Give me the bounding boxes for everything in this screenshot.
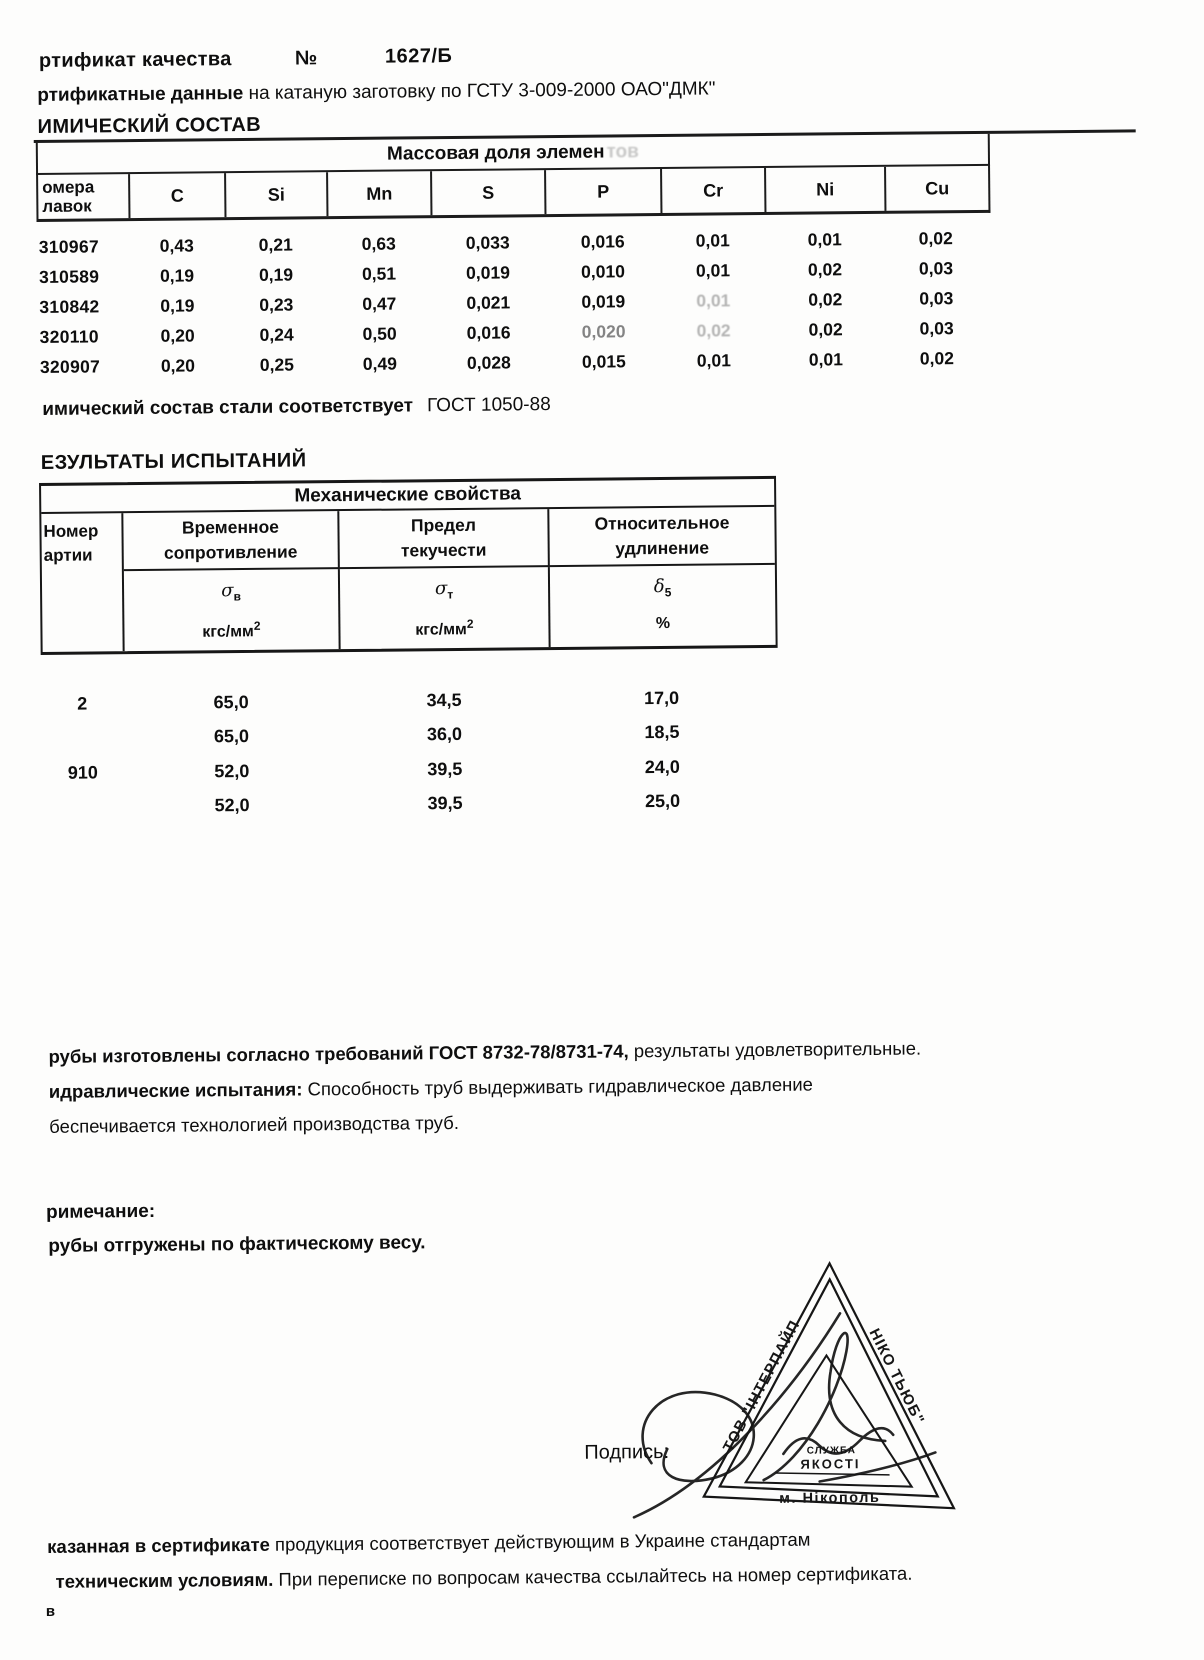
tubes-conformity-paragraph (48, 1035, 1178, 1068)
chem-cell: 0,19 (159, 264, 195, 286)
gost-reference: ГОСТ 1050-88 (426, 394, 551, 417)
mech-cell: 17,0 (643, 687, 680, 708)
column-header-Ni: Ni (766, 167, 886, 212)
elong-line1: Относительное (594, 512, 730, 534)
company-stamp (621, 1241, 1054, 1535)
chemical-composition-heading: ИМИЧЕСКИЙ СОСТАВ (37, 113, 262, 138)
tensile-symbol-unit (124, 569, 341, 651)
mech-cell: 36,0 (426, 724, 463, 745)
stamp-company-right: НІКО ТЬЮБ" (865, 1325, 928, 1428)
chem-cell: 0,02 (919, 347, 954, 369)
footer2-rest: При переписке по вопросам качества ссылайтесь на номер сертификата. (273, 1562, 913, 1590)
delta-symbol: δ (653, 575, 665, 598)
mech-cell: 34,5 (426, 689, 462, 711)
column-header-Mn: Mn (328, 171, 432, 216)
chem-cell: 0,015 (581, 350, 626, 372)
chem-cell: 0,03 (918, 257, 954, 279)
chem-cell: 0,01 (808, 348, 844, 370)
chem-cell: 0,20 (160, 324, 195, 346)
sigma-sub: в (233, 589, 242, 604)
mech-cell: 18,5 (644, 722, 680, 743)
chem-cell: 0,019 (581, 290, 626, 312)
chem-cell: 0,016 (580, 230, 625, 252)
p1-bold: рубы изготовлены согласно требований ГОСТ 8732-78/8731-74, (48, 1040, 629, 1067)
p1-rest: результаты удовлетворительные. (628, 1037, 922, 1062)
chem-cell: 0,02 (808, 318, 843, 340)
note-title: римечание: (45, 1200, 156, 1223)
chem-cell: 0,01 (696, 349, 732, 371)
signature-label: Подпись: (584, 1440, 670, 1464)
mech-cell: 65,0 (213, 726, 250, 747)
mech-cell: 24,0 (644, 756, 680, 777)
table-row (42, 783, 775, 825)
yield-unit: кгс/$мм^2$ (415, 617, 474, 640)
subtitle-rest: на катаную заготовку по ГСТУ 3-009-2000 ОАО"ДМК" (243, 78, 716, 104)
column-header-S: S (432, 170, 546, 215)
elong-line2: удлинение (615, 537, 710, 559)
mech-cell: 25,0 (644, 791, 681, 812)
chem-cell: 0,20 (160, 354, 196, 376)
batch-number: 2 (77, 693, 88, 714)
chem-cell: 0,43 (159, 234, 194, 256)
tensile-strength-header (123, 511, 340, 571)
chem-cell-faded: 0,020 (581, 320, 626, 342)
chem-cell: 0,19 (160, 294, 195, 316)
chem-cell: 0,24 (259, 324, 294, 345)
chem-cell: 0,49 (362, 353, 398, 374)
stamp-company-left: ТОВ "ІНТЕРПАЙП (719, 1317, 804, 1455)
mech-cell: 39,5 (427, 758, 463, 780)
chem-cell: 0,019 (466, 261, 511, 283)
heat-header-line2: лавок (42, 196, 92, 216)
chem-cell: 0,02 (807, 258, 843, 280)
mech-cell: 52,0 (214, 795, 250, 816)
delta-sub: 5 (664, 585, 672, 600)
chem-cell: 0,02 (808, 288, 843, 310)
chem-cell: 0,19 (258, 264, 294, 285)
column-header-Cr: Cr (662, 168, 766, 213)
chem-cell: 0,02 (918, 227, 953, 249)
chem-cell: 0,47 (362, 293, 397, 314)
mech-cell: 39,5 (427, 793, 463, 814)
batch-number: 910 (67, 762, 98, 783)
chem-cell: 0,63 (361, 233, 396, 254)
yield-line2: текучести (400, 539, 487, 561)
chem-cell: 0,51 (361, 263, 397, 284)
chem-cell-faded: 0,02 (696, 319, 731, 341)
stamp-graphic (621, 1241, 1054, 1535)
chem-cell: 0,021 (466, 291, 511, 313)
certificate-number: 1627/Б (384, 44, 453, 68)
number-sign: № (294, 47, 318, 70)
tensile-line1: Временное (181, 516, 280, 538)
chem-conformity-note (42, 394, 551, 421)
footer-mark: в (45, 1602, 56, 1620)
certificate-subtitle (37, 78, 715, 107)
heat-number: 320110 (39, 325, 99, 347)
chem-cell: 0,033 (465, 231, 510, 253)
p2-bold: идравлические испытания: (48, 1078, 303, 1102)
footer2-bold: техническим условиям. (55, 1568, 274, 1592)
chem-cell: 0,25 (259, 354, 295, 375)
batch-number-header (41, 513, 124, 652)
yield-strength-header (339, 509, 550, 569)
mech-table-title: Механические свойства (41, 479, 774, 514)
tensile-line2: сопротивление (163, 541, 298, 563)
heat-header-line1: омера (42, 177, 95, 197)
heat-number: 310842 (39, 295, 100, 317)
column-header-P: P (546, 169, 662, 214)
sigma-symbol: σ (434, 578, 448, 600)
chem-cell: 0,03 (919, 317, 954, 339)
mech-table-body (41, 680, 775, 825)
chem-cell: 0,01 (695, 259, 731, 281)
stamp-service-line1: СЛУЖБА (806, 1445, 857, 1457)
p2-rest: Способность труб выдерживать гидравлическое давление (302, 1073, 813, 1100)
mass-fraction-label-faded: тов (606, 141, 639, 163)
chem-cell-faded: 0,01 (696, 289, 731, 311)
chem-header-row (36, 166, 990, 222)
chem-cell: 0,50 (362, 323, 397, 344)
elongation-symbol-unit (550, 565, 776, 647)
chem-table-body (37, 223, 988, 382)
chem-cell: 0,23 (259, 294, 294, 315)
column-header-Si: Si (226, 172, 328, 217)
chem-cell: 0,010 (581, 260, 626, 282)
heat-numbers-header (38, 174, 130, 219)
elongation-unit: % (655, 615, 671, 633)
chem-cell: 0,01 (695, 229, 730, 251)
batch-number (41, 721, 123, 756)
mech-cell: 52,0 (214, 760, 250, 782)
stamp-service-line2: ЯКОСТІ (800, 1456, 861, 1472)
mass-fraction-label: Массовая доля элемен (386, 141, 605, 165)
sigma-sub: т (447, 587, 454, 602)
heat-number: 310967 (38, 235, 100, 257)
sigma-symbol: σ (221, 580, 234, 602)
footer1-bold: казанная в сертификате (47, 1533, 270, 1557)
column-header-Cu: Cu (925, 177, 950, 198)
footer-line1 (47, 1525, 1177, 1558)
footer-line2 (55, 1560, 1185, 1593)
stamp-city: м. Нікополь (779, 1489, 881, 1507)
yield-symbol-unit (340, 567, 551, 649)
subtitle-bold: ртификатные данные (37, 82, 244, 106)
chem-cell: 0,028 (466, 351, 511, 373)
batch-header-line2: артии (43, 545, 93, 565)
chem-cell: 0,21 (258, 234, 293, 255)
conformity-text: имический состав стали соответствует (42, 395, 414, 420)
elongation-header (549, 507, 775, 567)
mech-cell: 65,0 (213, 691, 249, 713)
note-body: рубы отгружены по фактическому весу. (48, 1232, 426, 1257)
test-results-heading: ЕЗУЛЬТАТЫ ИСПЫТАНИЙ (40, 449, 307, 474)
yield-line1: Предел (410, 514, 477, 536)
chem-cell: 0,016 (466, 321, 511, 343)
heat-number: 320907 (39, 355, 101, 377)
footer1-rest: продукция соответствует действующим в Украине стандартам (269, 1528, 811, 1555)
mechanical-properties-table (39, 476, 778, 655)
column-header-C: C (130, 173, 226, 218)
heat-number: 310589 (38, 265, 100, 287)
batch-header-line1: Номер (43, 521, 99, 541)
hydraulic-tests-paragraph (49, 1070, 1149, 1103)
chem-cell: 0,03 (919, 287, 954, 309)
batch-number (42, 790, 124, 825)
technology-paragraph: беспечивается технологией производства труб. (49, 1111, 460, 1137)
stamp-divider-line (776, 1472, 890, 1476)
tensile-unit: кгс/$мм^2$ (202, 619, 261, 642)
certificate-title: ртификат качества (38, 48, 232, 72)
chem-cell: 0,01 (807, 228, 842, 250)
